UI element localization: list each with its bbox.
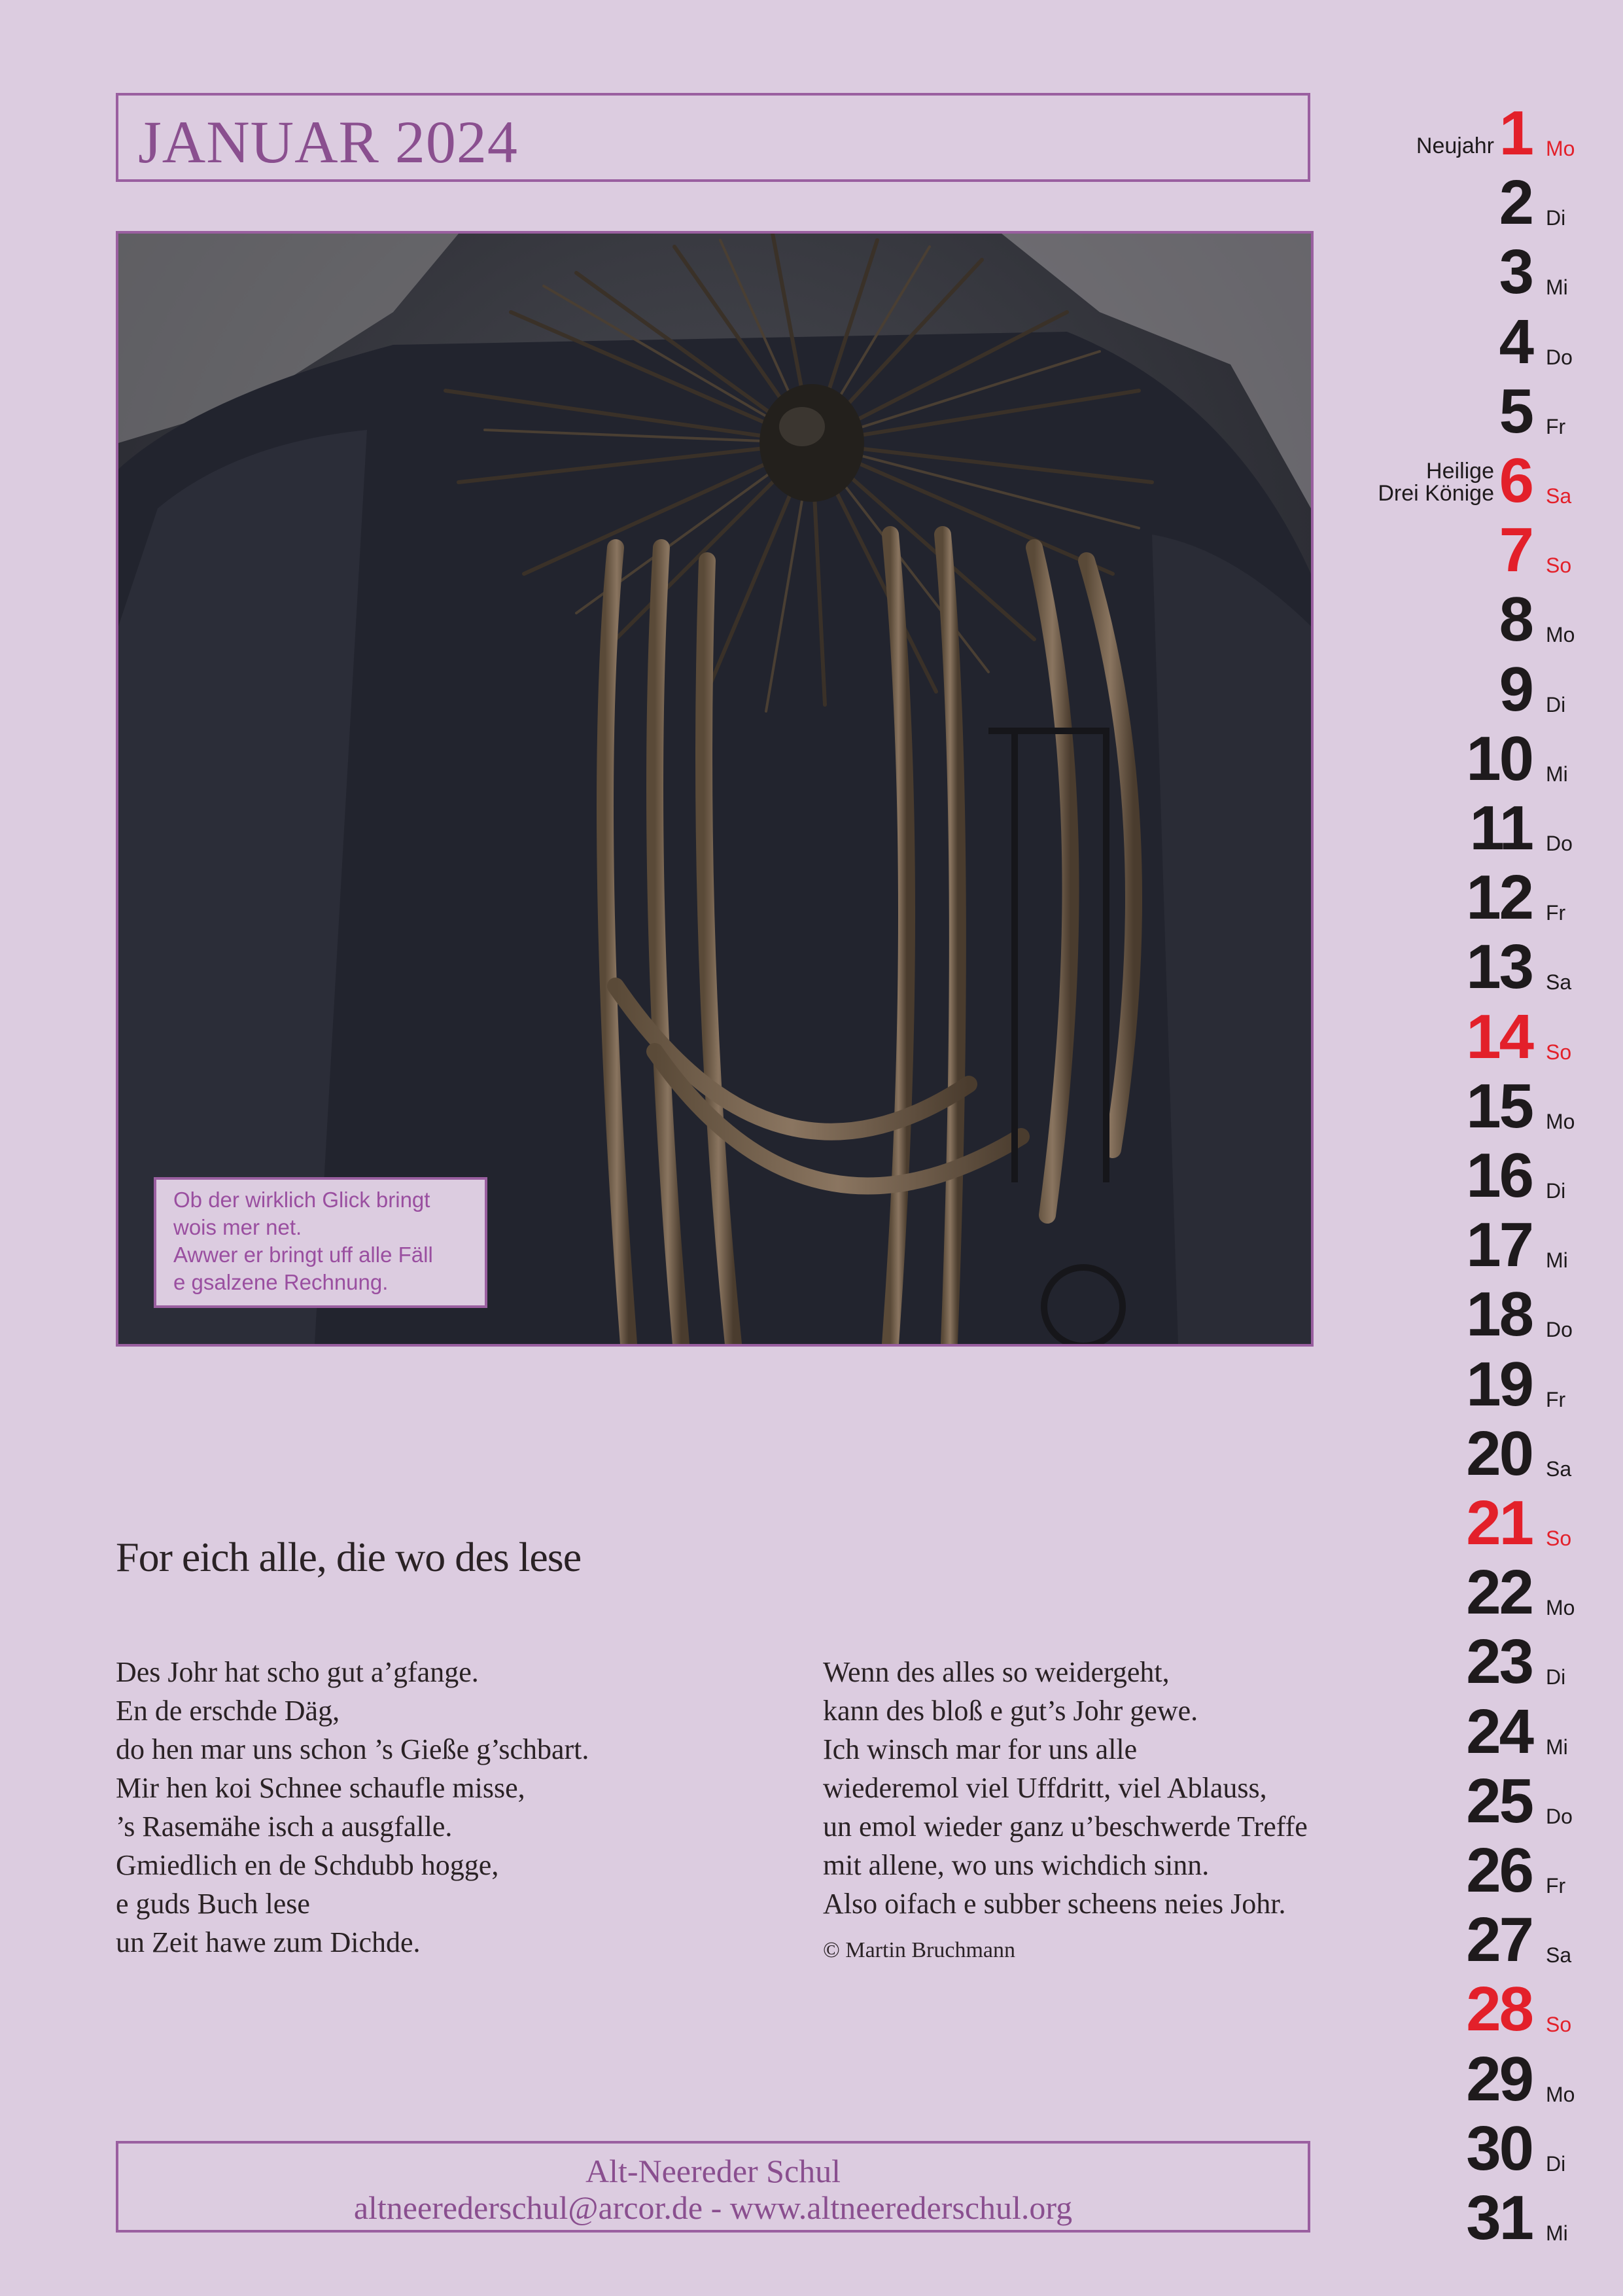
footer-name: Alt-Neereder Schul	[585, 2153, 841, 2189]
footer-box	[116, 2141, 1310, 2233]
weekday-label: Sa	[1546, 1457, 1572, 1481]
day-number: 29	[1466, 2043, 1532, 2114]
day-number: 23	[1466, 1627, 1532, 1697]
holiday-label: Neujahr	[1416, 133, 1494, 158]
day-number: 31	[1466, 2183, 1532, 2253]
day-number: 15	[1466, 1070, 1532, 1141]
day-number: 12	[1466, 862, 1532, 933]
poem-line: Gmiedlich en de Schdubb hogge,	[116, 1849, 499, 1881]
poem-line: En de erschde Däg,	[116, 1695, 340, 1727]
day-number: 9	[1499, 654, 1532, 724]
photo-caption	[154, 1177, 487, 1308]
day-number: 3	[1499, 237, 1532, 308]
calendar-day-20	[1243, 1419, 1622, 1488]
poem-line: Des Johr hat scho gut a’gfange.	[116, 1656, 479, 1688]
poem-line: Mir hen koi Schnee schaufle misse,	[116, 1772, 525, 1804]
weekday-label: Mi	[1546, 762, 1568, 786]
calendar-day-21	[1243, 1488, 1622, 1557]
weekday-label: Mo	[1546, 1596, 1575, 1620]
photo-frame	[116, 231, 1314, 1347]
weekday-label: Mi	[1546, 1735, 1568, 1759]
poem-line: mit allene, wo uns wichdich sinn.	[823, 1849, 1210, 1881]
weekday-label: Sa	[1546, 970, 1572, 995]
day-number: 16	[1466, 1140, 1532, 1210]
day-number: 1	[1499, 98, 1532, 168]
day-number: 13	[1466, 932, 1532, 1002]
day-number: 19	[1466, 1349, 1532, 1419]
weekday-label: Mo	[1546, 137, 1575, 160]
calendar-day-29	[1243, 2044, 1622, 2113]
weekday-label: Do	[1546, 1318, 1573, 1342]
weekday-label: Sa	[1546, 1943, 1572, 1968]
poem-line: e guds Buch lese	[116, 1888, 310, 1920]
weekday-label: Do	[1546, 832, 1573, 855]
day-number: 22	[1466, 1557, 1532, 1628]
weekday-label: Di	[1546, 1179, 1566, 1203]
weekday-label: Mo	[1546, 623, 1575, 647]
poem-line: wiederemol viel Uffdritt, viel Ablauss,	[823, 1772, 1267, 1804]
day-number: 6	[1499, 446, 1532, 516]
day-number: 26	[1466, 1835, 1532, 1905]
weekday-label: So	[1546, 2013, 1572, 2037]
day-number: 21	[1466, 1488, 1532, 1558]
day-number: 4	[1499, 306, 1532, 377]
weekday-label: Di	[1546, 206, 1566, 230]
poem-column-1	[116, 1653, 589, 1962]
weekday-label: Do	[1546, 1804, 1573, 1828]
weekday-label: So	[1546, 1040, 1572, 1064]
day-number: 14	[1466, 1001, 1532, 1072]
caption-line: wois mer net.	[173, 1215, 302, 1239]
weekday-label: Di	[1546, 2151, 1566, 2176]
weekday-label: Fr	[1546, 414, 1566, 438]
month-title-box	[116, 93, 1310, 182]
calendar-day-19	[1243, 1349, 1622, 1419]
poem-line: kann des bloß e gut’s Johr gewe.	[823, 1695, 1198, 1727]
poem-line: un Zeit hawe zum Dichde.	[116, 1926, 421, 1958]
month-title: JANUAR 2024	[138, 109, 518, 175]
day-number: 2	[1499, 168, 1532, 238]
caption-line: Awwer er bringt uff alle Fäll	[173, 1243, 433, 1267]
day-number: 20	[1466, 1418, 1532, 1489]
day-number: 10	[1466, 723, 1532, 794]
day-number: 27	[1466, 1905, 1532, 1975]
weekday-label: Mi	[1546, 2221, 1568, 2245]
weekday-label: Di	[1546, 692, 1566, 716]
day-number: 28	[1466, 1974, 1532, 2045]
weekday-label: Mi	[1546, 275, 1568, 300]
poem-line: Ich winsch mar for uns alle	[823, 1733, 1138, 1765]
poem-title: For eich alle, die wo des lese	[116, 1534, 582, 1580]
footer-contact[interactable]: altneerederschul@arcor.de - www.altneerederschul.org	[353, 2189, 1073, 2226]
holiday-label: Heilige Drei Könige	[1378, 459, 1494, 506]
poem-line: ’s Rasemähe isch a ausgfalle.	[116, 1810, 453, 1843]
caption-line: Ob der wirklich Glick bringt	[173, 1188, 430, 1212]
weekday-label: Mo	[1546, 2082, 1575, 2106]
weekday-label: Di	[1546, 1665, 1566, 1689]
day-number: 17	[1466, 1210, 1532, 1280]
weekday-label: Mi	[1546, 1248, 1568, 1273]
weekday-label: Fr	[1546, 1874, 1566, 1898]
day-number: 5	[1499, 376, 1532, 446]
weekday-label: Do	[1546, 345, 1573, 369]
day-number: 24	[1466, 1696, 1532, 1767]
poem-column-2	[823, 1653, 1308, 1923]
poem-line: do hen mar uns schon ’s Gieße g’schbart.	[116, 1733, 589, 1765]
day-number: 25	[1466, 1765, 1532, 1836]
weekday-label: Fr	[1546, 1387, 1566, 1411]
poem-line: Wenn des alles so weidergeht,	[823, 1656, 1170, 1688]
calendar-day-22	[1243, 1557, 1622, 1627]
weekday-label: Mo	[1546, 1109, 1575, 1133]
caption-line: e gsalzene Rechnung.	[173, 1270, 389, 1294]
day-number: 18	[1466, 1279, 1532, 1350]
weekday-label: Fr	[1546, 901, 1566, 925]
day-number: 11	[1469, 793, 1532, 863]
poem-line: un emol wieder ganz u’beschwerde Treffe	[823, 1810, 1308, 1843]
day-number: 30	[1466, 2113, 1532, 2183]
weekday-label: So	[1546, 1527, 1572, 1550]
day-number: 8	[1499, 584, 1532, 655]
weekday-label: So	[1546, 554, 1572, 578]
day-number: 7	[1499, 515, 1532, 586]
copyright-notice: © Martin Bruchmann	[823, 1938, 1015, 1962]
poem-line: Also oifach e subber scheens neies Johr.	[823, 1888, 1286, 1920]
calendar-day-28	[1243, 1974, 1622, 2043]
weekday-label: Sa	[1546, 484, 1572, 508]
